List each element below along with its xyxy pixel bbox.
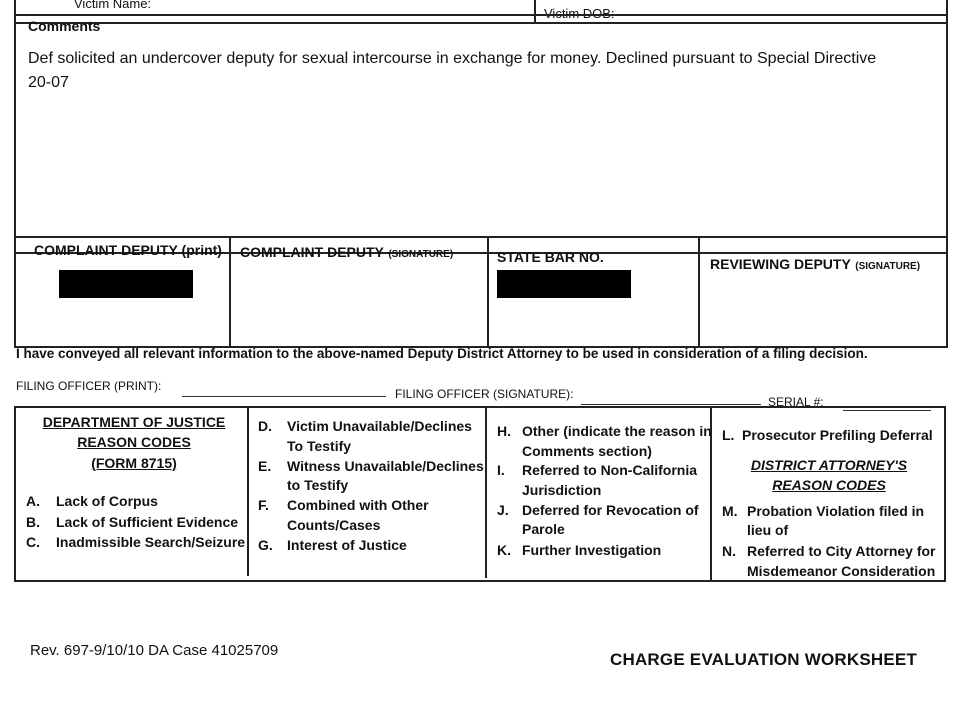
complaint-deputy-signature-text: COMPLAINT DEPUTY (240, 244, 384, 260)
da-title-1: DISTRICT ATTORNEY'S (750, 457, 908, 473)
reviewing-deputy-text: REVIEWING DEPUTY (710, 256, 851, 272)
code-m-letter: M. (722, 503, 738, 519)
redaction-box-2 (497, 270, 631, 298)
code-b-letter: B. (26, 514, 40, 530)
code-m-text-2: lieu of (747, 522, 789, 538)
code-g-text-1: Interest of Justice (287, 537, 407, 553)
doj-title-3: (FORM 8715) (91, 455, 177, 471)
codes-divider-1 (247, 406, 249, 576)
code-f-text-2: Counts/Cases (287, 517, 381, 533)
victim-dob-label: Victim DOB: (544, 6, 615, 21)
complaint-deputy-signature-label (240, 244, 453, 262)
conveyed-statement: I have conveyed all relevant information to the above-named Deputy District Attorney to be used in consideration of a filing decision. (16, 346, 868, 361)
code-l-letter: L. (722, 427, 735, 443)
sig-divider-1 (229, 236, 231, 348)
code-h-letter: H. (497, 423, 511, 439)
code-f-text-1: Combined with Other (287, 497, 429, 513)
victim-name-label: Victim Name: (74, 0, 152, 11)
code-d-text-1: Victim Unavailable/Declines (287, 418, 472, 434)
code-j-letter: J. (497, 502, 509, 518)
code-e-letter: E. (258, 458, 272, 474)
comments-text-line1: Def solicited an undercover deputy for sexual intercourse in exchange for money. Declined pursuant to Special Directive (28, 50, 877, 67)
doj-title-2: REASON CODES (77, 434, 191, 450)
code-g-letter: G. (258, 537, 273, 553)
code-h-text-1: Other (indicate the reason in (522, 423, 712, 439)
code-l-text-1: Prosecutor Prefiling Deferral (742, 427, 933, 443)
code-d-text-2: To Testify (287, 438, 352, 454)
code-m-text-1: Probation Violation filed in (747, 503, 925, 519)
da-title-2: REASON CODES (772, 477, 886, 493)
code-a-text: Lack of Corpus (56, 493, 158, 509)
code-k-text-1: Further Investigation (522, 542, 662, 558)
code-b-text: Lack of Sufficient Evidence (56, 514, 239, 530)
serial-label: SERIAL #: (768, 395, 824, 409)
code-d-letter: D. (258, 418, 272, 434)
code-j-text-2: Parole (522, 521, 565, 537)
code-c-letter: C. (26, 534, 40, 550)
complaint-deputy-print-label: COMPLAINT DEPUTY (print) (34, 242, 222, 258)
form-title: CHARGE EVALUATION WORKSHEET (610, 650, 917, 669)
filing-officer-print-label: FILING OFFICER (PRINT): (16, 379, 162, 393)
code-h-text-2: Comments section) (522, 443, 652, 459)
filing-officer-signature-line (581, 404, 761, 405)
code-f-letter: F. (258, 497, 269, 513)
code-i-letter: I. (497, 462, 505, 478)
code-j-text-1: Deferred for Revocation of (522, 502, 699, 518)
sig-divider-3 (698, 236, 700, 348)
code-e-text-1: Witness Unavailable/Declines (287, 458, 484, 474)
code-i-text-2: Jurisdiction (522, 482, 602, 498)
code-c-text: Inadmissible Search/Seizure (56, 534, 246, 550)
filing-officer-print-line (182, 396, 386, 397)
code-k-letter: K. (497, 542, 511, 558)
doj-title-1: DEPARTMENT OF JUSTICE (42, 414, 226, 430)
comments-text-line2: 20-07 (28, 74, 69, 91)
sig-divider-2 (487, 236, 489, 348)
code-n-text-1: Referred to City Attorney for (747, 543, 936, 559)
reviewing-deputy-small: (SIGNATURE) (855, 261, 921, 272)
comments-label: Comments (28, 18, 101, 34)
codes-divider-2 (485, 406, 487, 578)
complaint-deputy-signature-small: (SIGNATURE) (388, 249, 454, 260)
code-a-letter: A. (26, 493, 40, 509)
code-n-letter: N. (722, 543, 736, 559)
code-e-text-2: to Testify (287, 477, 349, 493)
revision-text: Rev. 697-9/10/10 DA Case 41025709 (30, 642, 279, 659)
code-n-text-2: Misdemeanor Consideration (747, 563, 936, 579)
filing-officer-signature-label: FILING OFFICER (SIGNATURE): (395, 387, 574, 401)
redaction-box-1 (59, 270, 193, 298)
reviewing-deputy-label (710, 256, 920, 274)
state-bar-label: STATE BAR NO. (497, 249, 604, 265)
code-i-text-1: Referred to Non-California (522, 462, 698, 478)
